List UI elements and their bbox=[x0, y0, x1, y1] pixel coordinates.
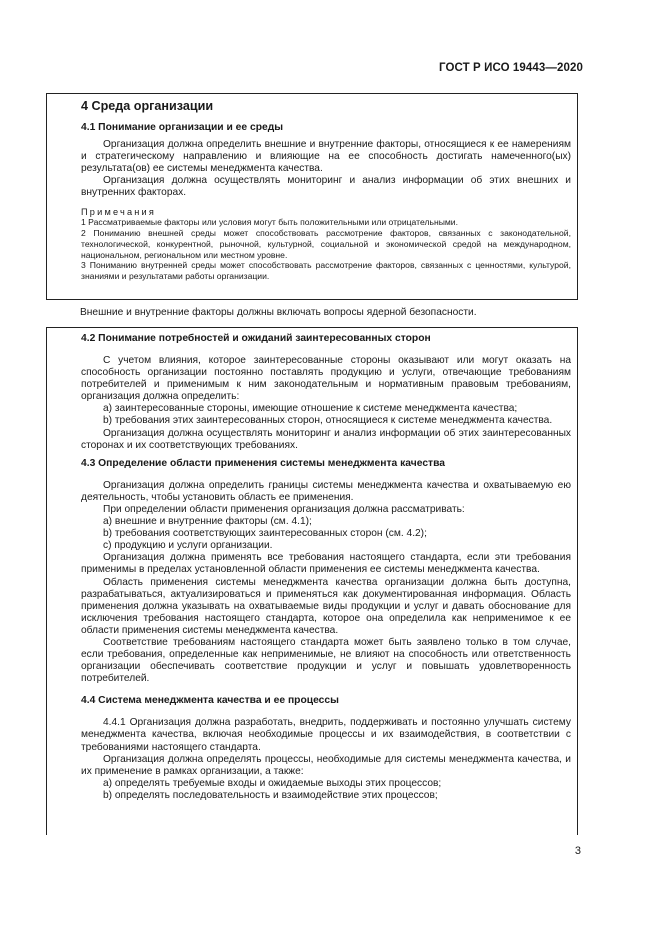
paragraph: Соответствие требованиям настоящего стандарта может быть заявлено только в том случае, если требования, определенные как неприменимые, не влияют на способность или ответственность организации обеспечивать соответствие продукции и услуг и повышать удовлетворенность потребителей. bbox=[81, 636, 571, 685]
paragraph: 4.4.1 Организация должна разработать, внедрить, поддерживать и постоянно улучшать систему менеджмента качества, включая необходимые процессы и их взаимодействия, в соответствии с требованиями настоящего стандарта. bbox=[81, 717, 571, 753]
paragraph: Область применения системы менеджмента качества организации должна быть доступна, разрабатываться, актуализироваться и применяться как документированная информация. Область применения должна указывать на охватываемые виды продукции и услуг и давать обоснование для исключения требования настоящего стандарта, которое она определила как неприменимое к ее области применения системы менеджмента качества. bbox=[81, 576, 571, 636]
page-number: 3 bbox=[574, 845, 581, 857]
paragraph: Организация должна осуществлять мониторинг и анализ информации об этих внешних и внутренних факторах. bbox=[81, 175, 571, 199]
list-item: a) заинтересованные стороны, имеющие отношение к системе менеджмента качества; bbox=[103, 403, 518, 415]
subsection-4-2-title: 4.2 Понимание потребностей и ожиданий заинтересованных сторон bbox=[81, 333, 431, 344]
note-item: 3 Пониманию внутренней среды может способствовать рассмотрение факторов, связанных с ценностями, культурой, знаниями и результатами работы организации. bbox=[81, 260, 571, 281]
list-item: b) требования этих заинтересованных сторон, относящиеся к системе менеджмента качества. bbox=[103, 415, 553, 427]
nuclear-safety-note: Внешние и внутренние факторы должны включать вопросы ядерной безопасности. bbox=[80, 307, 477, 318]
notes-heading: Примечания bbox=[81, 207, 157, 218]
section-4-2-box bbox=[46, 327, 578, 835]
subsection-4-4-title: 4.4 Система менеджмента качества и ее процессы bbox=[81, 695, 339, 707]
paragraph: Организация должна применять все требования настоящего стандарта, если эти требования применимы в пределах установленной области применения ее системы менеджмента качества. bbox=[81, 552, 571, 576]
paragraph: Организация должна осуществлять мониторинг и анализ информации об этих заинтересованных сторонах и их соответствующих требованиях. bbox=[81, 427, 571, 451]
note-item: 1 Рассматриваемые факторы или условия могут быть положительными или отрицательными. bbox=[81, 217, 458, 228]
document-header: ГОСТ Р ИСО 19443—2020 bbox=[438, 62, 583, 74]
paragraph: Организация должна определять процессы, необходимые для системы менеджмента качества, и их применение в рамках организации, а также: bbox=[81, 753, 571, 777]
paragraph: Организация должна определить внешние и внутренние факторы, относящиеся к ее намерениям и стратегическому направлению и влияющие на ее способность достигать намеченного(ых) результата(ов) ее системы менеджмента качества. bbox=[81, 139, 571, 175]
list-item: b) определять последовательность и взаимодействие этих процессов; bbox=[103, 789, 438, 801]
subsection-4-3-title: 4.3 Определение области применения системы менеджмента качества bbox=[81, 457, 446, 469]
note-item: 2 Пониманию внешней среды может способствовать рассмотрение факторов, связанных с законодательной, технологической, конкурентной, рыночной, культурной, социальной и экономической средой на международном, национальном, региональном или местном уровне. bbox=[81, 228, 571, 260]
list-item: a) внешние и внутренние факторы (см. 4.1); bbox=[103, 516, 312, 528]
paragraph: При определении области применения организация должна рассматривать: bbox=[103, 503, 465, 515]
list-item: a) определять требуемые входы и ожидаемые выходы этих процессов; bbox=[103, 777, 442, 789]
section-4-box bbox=[46, 93, 578, 300]
section-title: 4 Среда организации bbox=[81, 99, 214, 113]
list-item: b) требования соответствующих заинтересованных сторон (см. 4.2); bbox=[103, 528, 427, 540]
paragraph: Организация должна определить границы системы менеджмента качества и охватываемую ею деятельность, чтобы установить область ее применения. bbox=[81, 479, 571, 503]
paragraph: С учетом влияния, которое заинтересованные стороны оказывают или могут оказать на способность организации постоянно поставлять продукцию и услуги, отвечающие требованиям потребителей и применимым к ним законодательным и нормативным правовым требованиям, организация должна определить: bbox=[81, 355, 571, 403]
subsection-4-1-title: 4.1 Понимание организации и ее среды bbox=[81, 122, 284, 133]
list-item: c) продукцию и услуги организации. bbox=[103, 540, 273, 552]
